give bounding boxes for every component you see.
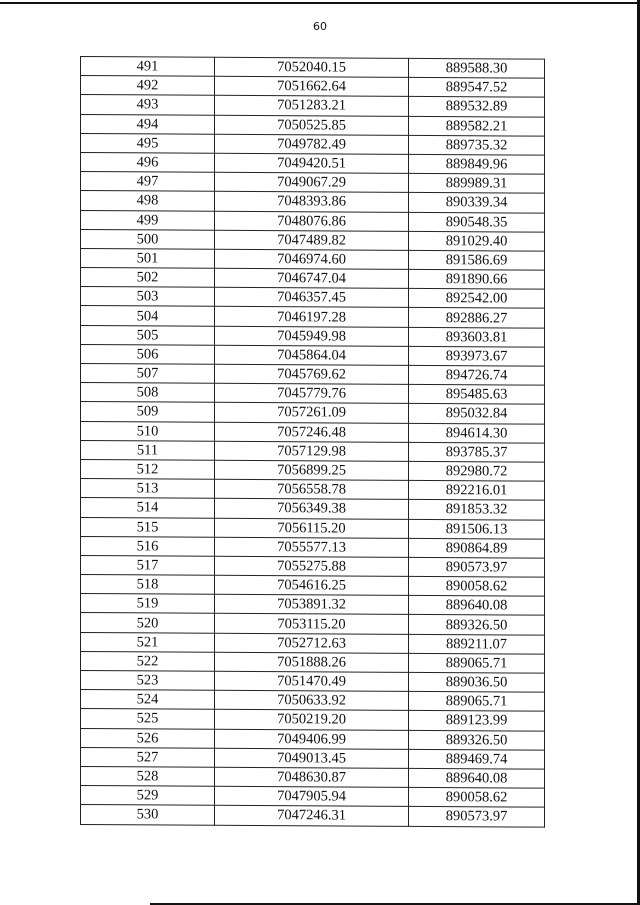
y-coordinate-cell: 889547.52: [409, 78, 545, 98]
x-coordinate-cell: 7048076.86: [215, 211, 409, 231]
table-row: [81, 421, 545, 443]
x-coordinate-cell: 7047489.82: [215, 230, 409, 250]
table-row: [81, 402, 545, 424]
table-row: [81, 479, 545, 501]
point-number-cell: 499: [81, 210, 215, 230]
x-coordinate-cell: 7049420.51: [215, 153, 409, 173]
y-coordinate-cell: 889326.50: [409, 730, 545, 750]
table-row: [81, 95, 545, 117]
x-coordinate-cell: 7047905.94: [215, 786, 409, 806]
table-row: [81, 709, 545, 731]
y-coordinate-cell: 891890.66: [409, 269, 545, 289]
x-coordinate-cell: 7055275.88: [215, 556, 409, 576]
point-number-cell: 514: [81, 498, 215, 518]
x-coordinate-cell: 7054616.25: [215, 575, 409, 595]
x-coordinate-cell: 7046747.04: [215, 268, 409, 288]
x-coordinate-cell: 7051662.64: [215, 76, 409, 96]
table-row: [81, 555, 545, 577]
x-coordinate-cell: 7051283.21: [215, 96, 409, 116]
x-coordinate-cell: 7056899.25: [215, 460, 409, 480]
y-coordinate-cell: 889469.74: [409, 749, 545, 769]
y-coordinate-cell: 889065.71: [409, 692, 545, 712]
table-row: [81, 632, 545, 654]
y-coordinate-cell: 890058.62: [409, 576, 545, 596]
point-number-cell: 506: [81, 344, 215, 364]
table-row: [81, 57, 545, 79]
point-number-cell: 530: [81, 805, 215, 825]
y-coordinate-cell: 889849.96: [409, 154, 545, 174]
point-number-cell: 529: [81, 786, 215, 806]
x-coordinate-cell: 7048393.86: [215, 192, 409, 212]
table-row: [81, 191, 545, 213]
table-row: [81, 536, 545, 558]
table-row: [81, 498, 545, 520]
point-number-cell: 519: [81, 594, 215, 614]
point-number-cell: 511: [81, 440, 215, 460]
table-row: [81, 325, 545, 347]
point-number-cell: 520: [81, 613, 215, 633]
y-coordinate-cell: 891029.40: [409, 231, 545, 251]
point-number-cell: 502: [81, 268, 215, 288]
y-coordinate-cell: 889582.21: [409, 116, 545, 136]
y-coordinate-cell: 890573.97: [409, 557, 545, 577]
point-number-cell: 521: [81, 632, 215, 652]
point-number-cell: 497: [81, 172, 215, 192]
x-coordinate-cell: 7051888.26: [215, 652, 409, 672]
point-number-cell: 501: [81, 248, 215, 268]
table-row: [81, 728, 545, 750]
y-coordinate-cell: 894614.30: [409, 423, 545, 443]
table-row: [81, 287, 545, 309]
x-coordinate-cell: 7056115.20: [215, 518, 409, 538]
y-coordinate-cell: 889640.08: [409, 768, 545, 788]
x-coordinate-cell: 7046357.45: [215, 288, 409, 308]
y-coordinate-cell: 893785.37: [409, 442, 545, 462]
coordinates-table: [80, 56, 545, 827]
y-coordinate-cell: 889989.31: [409, 174, 545, 194]
point-number-cell: 528: [81, 766, 215, 786]
y-coordinate-cell: 889036.50: [409, 672, 545, 692]
y-coordinate-cell: 892542.00: [409, 289, 545, 309]
table-row: [81, 306, 545, 328]
point-number-cell: 498: [81, 191, 215, 211]
y-coordinate-cell: 889735.32: [409, 135, 545, 155]
x-coordinate-cell: 7046197.28: [215, 307, 409, 327]
table-row: [81, 651, 545, 673]
x-coordinate-cell: 7055577.13: [215, 537, 409, 557]
table-row: [81, 172, 545, 194]
point-number-cell: 494: [81, 114, 215, 134]
x-coordinate-cell: 7050219.20: [215, 710, 409, 730]
point-number-cell: 504: [81, 306, 215, 326]
y-coordinate-cell: 891586.69: [409, 250, 545, 270]
y-coordinate-cell: 892886.27: [409, 308, 545, 328]
point-number-cell: 524: [81, 690, 215, 710]
x-coordinate-cell: 7049013.45: [215, 748, 409, 768]
table-row: [81, 383, 545, 405]
table-row: [81, 152, 545, 174]
point-number-cell: 493: [81, 95, 215, 115]
x-coordinate-cell: 7053891.32: [215, 595, 409, 615]
table-row: [81, 786, 545, 808]
y-coordinate-cell: 890339.34: [409, 193, 545, 213]
x-coordinate-cell: 7057246.48: [215, 422, 409, 442]
table-row: [81, 344, 545, 366]
table-row: [81, 766, 545, 788]
y-coordinate-cell: 891506.13: [409, 519, 545, 539]
point-number-cell: 512: [81, 459, 215, 479]
y-coordinate-cell: 889211.07: [409, 634, 545, 654]
y-coordinate-cell: 890864.89: [409, 538, 545, 558]
point-number-cell: 526: [81, 728, 215, 748]
table-row: [81, 747, 545, 769]
table-row: [81, 613, 545, 635]
point-number-cell: 508: [81, 383, 215, 403]
x-coordinate-cell: 7045769.62: [215, 364, 409, 384]
y-coordinate-cell: 890548.35: [409, 212, 545, 232]
x-coordinate-cell: 7047246.31: [215, 806, 409, 826]
point-number-cell: 510: [81, 421, 215, 441]
coordinates-table-body: [81, 57, 545, 827]
table-row: [81, 459, 545, 481]
point-number-cell: 527: [81, 747, 215, 767]
point-number-cell: 518: [81, 575, 215, 595]
y-coordinate-cell: 889588.30: [409, 58, 545, 78]
x-coordinate-cell: 7045949.98: [215, 326, 409, 346]
point-number-cell: 507: [81, 364, 215, 384]
point-number-cell: 509: [81, 402, 215, 422]
x-coordinate-cell: 7057261.09: [215, 403, 409, 423]
x-coordinate-cell: 7056349.38: [215, 499, 409, 519]
y-coordinate-cell: 889532.89: [409, 97, 545, 117]
x-coordinate-cell: 7045779.76: [215, 383, 409, 403]
point-number-cell: 503: [81, 287, 215, 307]
table-row: [81, 248, 545, 270]
table-row: [81, 364, 545, 386]
table-row: [81, 671, 545, 693]
point-number-cell: 516: [81, 536, 215, 556]
table-row: [81, 114, 545, 136]
x-coordinate-cell: 7049406.99: [215, 729, 409, 749]
point-number-cell: 496: [81, 152, 215, 172]
table-row: [81, 229, 545, 251]
y-coordinate-cell: 889640.08: [409, 596, 545, 616]
x-coordinate-cell: 7045864.04: [215, 345, 409, 365]
table-row: [81, 268, 545, 290]
point-number-cell: 505: [81, 325, 215, 345]
table-row: [81, 805, 545, 827]
x-coordinate-cell: 7046974.60: [215, 249, 409, 269]
x-coordinate-cell: 7050525.85: [215, 115, 409, 135]
y-coordinate-cell: 889326.50: [409, 615, 545, 635]
point-number-cell: 522: [81, 651, 215, 671]
y-coordinate-cell: 895032.84: [409, 404, 545, 424]
y-coordinate-cell: 893973.67: [409, 346, 545, 366]
page-number: 60: [313, 20, 327, 33]
point-number-cell: 492: [81, 76, 215, 96]
scan-edge-top: [0, 2, 640, 4]
point-number-cell: 513: [81, 479, 215, 499]
y-coordinate-cell: 892216.01: [409, 481, 545, 501]
y-coordinate-cell: 890058.62: [409, 788, 545, 808]
x-coordinate-cell: 7049782.49: [215, 134, 409, 154]
point-number-cell: 500: [81, 229, 215, 249]
x-coordinate-cell: 7057129.98: [215, 441, 409, 461]
x-coordinate-cell: 7053115.20: [215, 614, 409, 634]
point-number-cell: 491: [81, 57, 215, 77]
table-row: [81, 690, 545, 712]
point-number-cell: 495: [81, 133, 215, 153]
y-coordinate-cell: 894726.74: [409, 365, 545, 385]
x-coordinate-cell: 7052712.63: [215, 633, 409, 653]
table-row: [81, 594, 545, 616]
table-row: [81, 517, 545, 539]
x-coordinate-cell: 7052040.15: [215, 57, 409, 77]
point-number-cell: 515: [81, 517, 215, 537]
y-coordinate-cell: 895485.63: [409, 385, 545, 405]
y-coordinate-cell: 890573.97: [409, 807, 545, 827]
table-row: [81, 575, 545, 597]
table-row: [81, 133, 545, 155]
y-coordinate-cell: 893603.81: [409, 327, 545, 347]
point-number-cell: 517: [81, 555, 215, 575]
table-row: [81, 76, 545, 98]
x-coordinate-cell: 7056558.78: [215, 479, 409, 499]
x-coordinate-cell: 7051470.49: [215, 671, 409, 691]
y-coordinate-cell: 889065.71: [409, 653, 545, 673]
coordinates-table-container: [80, 56, 544, 827]
y-coordinate-cell: 891853.32: [409, 500, 545, 520]
y-coordinate-cell: 889123.99: [409, 711, 545, 731]
x-coordinate-cell: 7050633.92: [215, 690, 409, 710]
point-number-cell: 525: [81, 709, 215, 729]
point-number-cell: 523: [81, 671, 215, 691]
table-row: [81, 210, 545, 232]
table-row: [81, 440, 545, 462]
y-coordinate-cell: 892980.72: [409, 461, 545, 481]
x-coordinate-cell: 7048630.87: [215, 767, 409, 787]
x-coordinate-cell: 7049067.29: [215, 172, 409, 192]
